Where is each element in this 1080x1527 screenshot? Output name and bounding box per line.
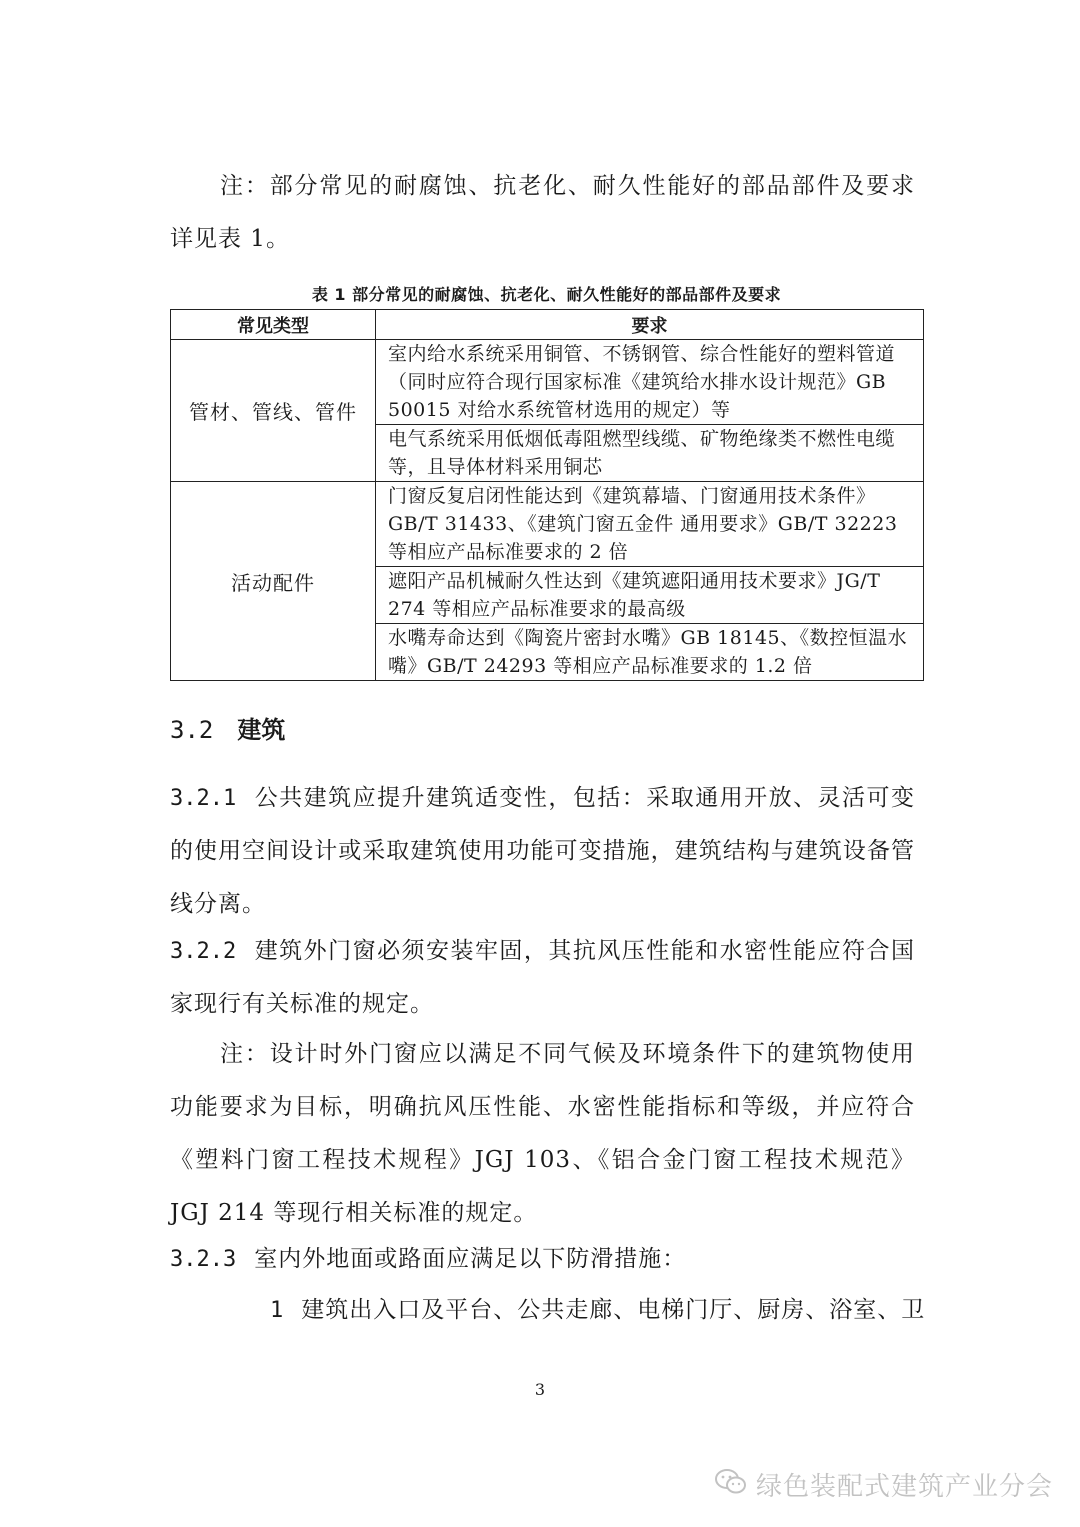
watermark-text: 绿色装配式建筑产业分会 xyxy=(756,1471,1054,1502)
type-cell: 管材、管线、管件 xyxy=(171,340,376,482)
requirement-cell: 门窗反复启闭性能达到《建筑幕墙、门窗通用技术条件》GB/T 31433、《建筑门窗五金件 通用要求》GB/T 32223 等相应产品标准要求的 2 倍 xyxy=(376,482,924,567)
section-heading xyxy=(170,708,285,752)
header-type: 常见类型 xyxy=(171,310,376,340)
requirement-cell: 遮阳产品机械耐久性达到《建筑遮阳通用技术要求》JG/T 274 等相应产品标准要求的最高级 xyxy=(376,567,924,624)
clause-number: 3.2.3 xyxy=(170,1247,237,1272)
requirements-table xyxy=(170,309,924,681)
table-row xyxy=(171,482,924,567)
list-item xyxy=(170,1284,926,1337)
note-paragraph: 注：部分常见的耐腐蚀、抗老化、耐久性能好的部品部件及要求详见表 1。 xyxy=(170,173,915,252)
clause-paragraph xyxy=(170,772,915,931)
section-number: 3.2 xyxy=(170,716,214,744)
clause-text: 室内外地面或路面应满足以下防滑措施： xyxy=(254,1246,687,1272)
watermark xyxy=(714,1464,1053,1504)
table-caption: 表 1 部分常见的耐腐蚀、抗老化、耐久性能好的部品部件及要求 xyxy=(311,285,782,304)
requirement-cell: 水嘴寿命达到《陶瓷片密封水嘴》GB 18145、《数控恒温水嘴》GB/T 24293 等相应产品标准要求的 1.2 倍 xyxy=(376,624,924,681)
clause-number: 3.2.2 xyxy=(170,939,237,964)
requirement-cell: 电气系统采用低烟低毒阻燃型线缆、矿物绝缘类不燃性电缆等，且导体材料采用铜芯 xyxy=(376,425,924,482)
clause-text: 公共建筑应提升建筑适变性，包括：采取通用开放、灵活可变的使用空间设计或采取建筑使用功能可变措施，建筑结构与建筑设备管线分离。 xyxy=(170,785,915,917)
header-requirement: 要求 xyxy=(376,310,924,340)
note-paragraph: 注：设计时外门窗应以满足不同气候及环境条件下的建筑物使用功能要求为目标，明确抗风压性能、水密性能指标和等级，并应符合《塑料门窗工程技术规程》JGJ 103、《铝合金门窗工程技术规范》JGJ 214 等现行相关标准的规定。 xyxy=(170,1041,915,1226)
clause-paragraph xyxy=(170,1233,915,1286)
type-cell: 活动配件 xyxy=(171,482,376,681)
wechat-icon xyxy=(714,1467,748,1501)
table-header-row xyxy=(171,310,924,340)
clause-paragraph xyxy=(170,925,915,1031)
table-row xyxy=(171,340,924,425)
section-title: 建筑 xyxy=(237,716,286,744)
clause-text: 建筑外门窗必须安装牢固，其抗风压性能和水密性能应符合国家现行有关标准的规定。 xyxy=(170,938,915,1017)
clause-number: 3.2.1 xyxy=(170,786,237,811)
requirement-cell: 室内给水系统采用铜管、不锈钢管、综合性能好的塑料管道（同时应符合现行国家标准《建筑给水排水设计规范》GB 50015 对给水系统管材选用的规定）等 xyxy=(376,340,924,425)
item-number: 1 xyxy=(270,1298,284,1323)
item-text: 建筑出入口及平台、公共走廊、电梯门厅、厨房、浴室、卫 xyxy=(301,1297,926,1323)
page-number: 3 xyxy=(534,1380,546,1399)
